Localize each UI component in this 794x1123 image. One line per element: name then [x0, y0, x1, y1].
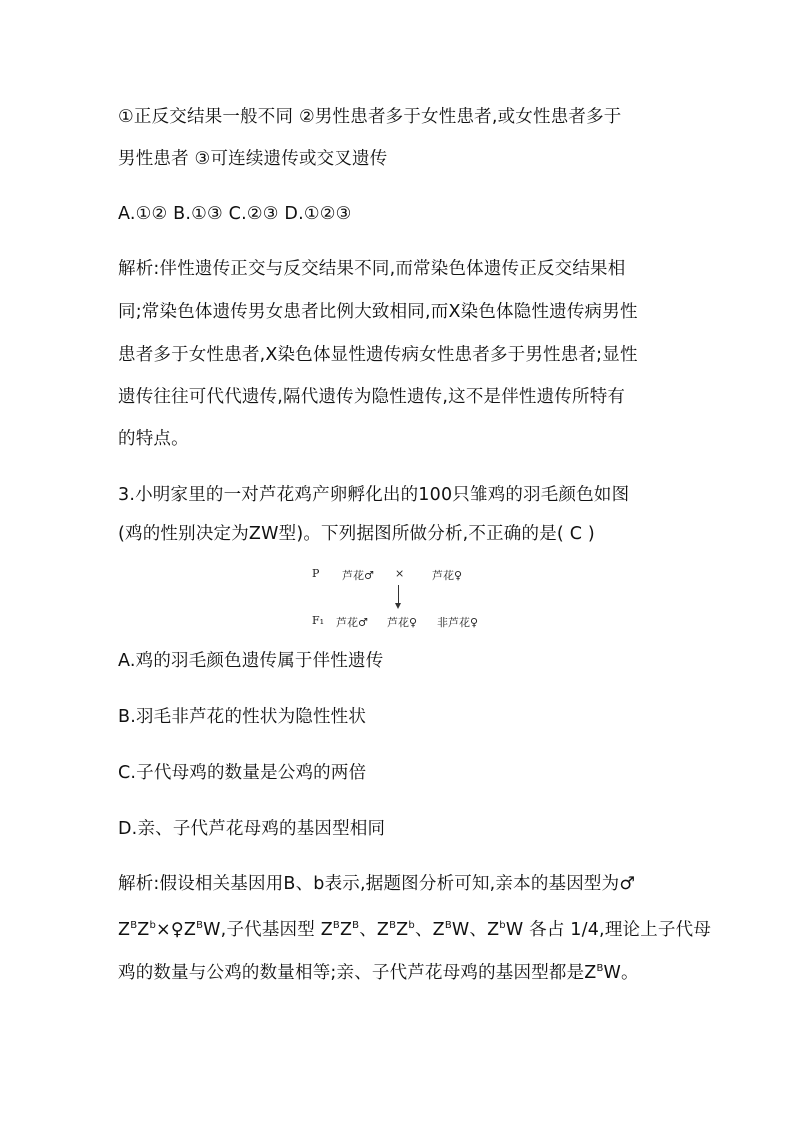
cross-diagram [300, 563, 510, 633]
q2-statements-line-2: 男性患者 ③可连续遗传或交叉遗传 [118, 149, 388, 169]
offspring-arrow-head [395, 603, 401, 609]
f1-female-barred: 芦花♀ [387, 616, 418, 629]
f1-generation-label: F₁ [312, 614, 325, 627]
q3-option-b: B.羽毛非芦花的性状为隐性性状 [118, 707, 367, 727]
q3-stem-line-1: 3.小明家里的一对芦花鸡产卵孵化出的100只雏鸡的羽毛颜色如图 [118, 485, 630, 505]
q3-stem-line-2: (鸡的性别决定为ZW型)。下列据图所做分析,不正确的是( C ) [118, 524, 595, 544]
q2-analysis-line-3: 患者多于女性患者,X染色体显性遗传病女性患者多于男性患者;显性 [118, 345, 638, 365]
cross-symbol: × [395, 567, 405, 580]
q3-option-c: C.子代母鸡的数量是公鸡的两倍 [118, 763, 367, 783]
q2-analysis-line-5: 的特点。 [118, 429, 189, 449]
q3-analysis-line-3: 鸡的数量与公鸡的数量相等;亲、子代芦花母鸡的基因型都是$Z^BW$。 [118, 963, 639, 983]
q2-statements-line-1: ①正反交结果一般不同 ②男性患者多于女性患者,或女性患者多于 [118, 107, 622, 127]
q2-analysis-line-2: 同;常染色体遗传男女患者比例大致相同,而X染色体隐性遗传病男性 [118, 302, 638, 322]
q3-analysis-line-2: $Z^BZ^b\times♀Z^BW$,子代基因型 $Z^BZ^B$、$Z^BZ^b$、$Z^BW$、$Z^bW$ 各占 1/4,理论上子代母 [118, 920, 712, 940]
q3-option-d: D.亲、子代芦花母鸡的基因型相同 [118, 819, 386, 839]
parent-female-barred: 芦花♀ [432, 569, 463, 582]
q2-analysis-line-4: 遗传往往可代代遗传,隔代遗传为隐性遗传,这不是伴性遗传所特有 [118, 387, 626, 407]
f1-male-barred: 芦花♂ [336, 616, 368, 629]
q2-options: A.①② B.①③ C.②③ D.①②③ [118, 204, 352, 224]
f1-female-nonbarred: 非芦花♀ [437, 616, 479, 629]
q3-analysis-line-1: 解析:假设相关基因用B、b表示,据题图分析可知,亲本的基因型为♂ [118, 874, 636, 894]
parent-generation-label: P [312, 567, 320, 580]
q2-analysis-line-1: 解析:伴性遗传正交与反交结果不同,而常染色体遗传正反交结果相 [118, 259, 626, 279]
parent-male-barred: 芦花♂ [342, 569, 374, 582]
q3-option-a: A.鸡的羽毛颜色遗传属于伴性遗传 [118, 651, 384, 671]
